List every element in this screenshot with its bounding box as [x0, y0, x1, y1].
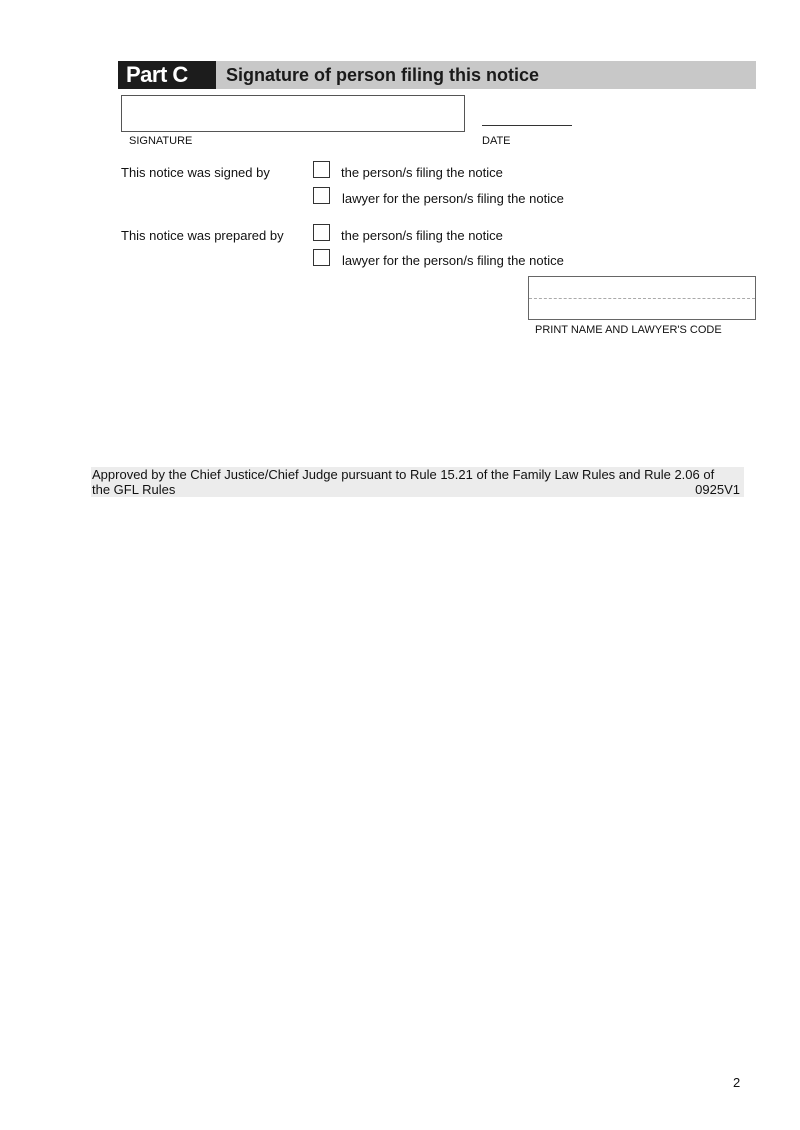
part-c-title: Signature of person filing this notice	[226, 65, 540, 85]
approval-note	[91, 467, 744, 497]
date-field[interactable]	[482, 125, 572, 126]
approval-line-1: Approved by the Chief Justice/Chief Judge pursuant to Rule 15.21 of the Family Law Rules and Rule 2.06 of	[92, 467, 715, 482]
form-version-code: 0925V1	[695, 482, 740, 497]
print-name-field[interactable]	[528, 276, 756, 320]
approval-line-2: the GFL Rules	[92, 482, 176, 497]
print-name-label: PRINT NAME AND LAWYER'S CODE	[535, 324, 722, 336]
date-label: DATE	[482, 135, 511, 147]
signature-label: SIGNATURE	[129, 135, 193, 147]
signed-by-label: This notice was signed by	[121, 165, 270, 180]
signed-by-person-option: the person/s filing the notice	[341, 165, 503, 180]
signature-field[interactable]	[121, 95, 465, 132]
signed-by-lawyer-option: lawyer for the person/s filing the notice	[342, 191, 564, 206]
part-c-header	[118, 61, 756, 89]
prepared-by-lawyer-checkbox[interactable]	[313, 249, 330, 266]
page-number: 2	[733, 1075, 741, 1090]
prepared-by-person-option: the person/s filing the notice	[341, 228, 503, 243]
signed-by-lawyer-checkbox[interactable]	[313, 187, 330, 204]
print-name-divider	[529, 298, 755, 299]
part-c-tag: Part C	[118, 61, 216, 89]
prepared-by-lawyer-option: lawyer for the person/s filing the notice	[342, 253, 564, 268]
prepared-by-label: This notice was prepared by	[121, 228, 284, 243]
signed-by-person-checkbox[interactable]	[313, 161, 330, 178]
prepared-by-person-checkbox[interactable]	[313, 224, 330, 241]
